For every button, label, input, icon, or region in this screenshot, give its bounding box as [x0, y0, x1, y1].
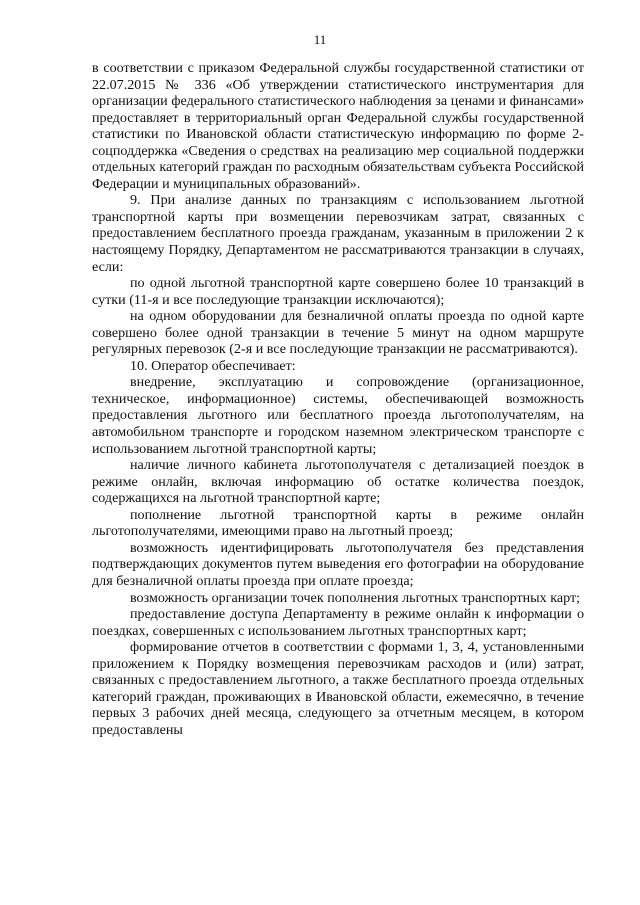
- paragraph-item-10-duty-7: формирование отчетов в соответствии с формами 1, 3, 4, установленными приложением к Порядку возмещения перевозчикам расходов и (или) затрат, связанных с предоставлением льготного, а также бесплатного проезда отдельных категорий граждан, проживающих в Ивановской области, ежемесячно, в течение первых 3 рабочих дней месяца, следующего за отчетным месяцем, в котором предоставлены: [92, 639, 584, 738]
- page-number: 11: [313, 32, 327, 47]
- paragraph-item-10: 10. Оператор обеспечивает:: [130, 357, 296, 374]
- paragraph-item-9-condition-2: на одном оборудовании для безналичной оплаты проезда по одной карте совершено более одной транзакции в течение 5 минут на одном маршруте регулярных перевозок (2-я и все последующие транзакции не рассматриваются).: [92, 308, 584, 358]
- paragraph-item-9-condition-1: по одной льготной транспортной карте совершено более 10 транзакций в сутки (11-я и все последующие транзакции исключаются);: [92, 275, 584, 308]
- paragraph-item-9: 9. При анализе данных по транзакциям с использованием льготной транспортной карты при возмещении перевозчикам затрат, связанных с предоставлением бесплатного проезда гражданам, указанным в приложении 2 к настоящему Порядку, Департаментом не рассматриваются транзакции в случаях, если:: [92, 192, 584, 275]
- paragraph-item-10-duty-1: внедрение, эксплуатацию и сопровождение (организационное, техническое, информационное) системы, обеспечивающей возможность предоставления льготного или бесплатного проезда льготополучателям, на автомобильном транспорте и городском наземном электрическом транспорте с использованием льготной транспортной карты;: [92, 374, 584, 457]
- document-body: [92, 60, 584, 738]
- paragraph-statistics-continuation: в соответствии с приказом Федеральной службы государственной статистики от 22.07.2015 № 336 «Об утверждении статистического инструментария для организации федерального статистического наблюдения за ценами и финансами» предоставляет в территориальный орган Федеральной службы государственной статистики по Ивановской области статистическую информацию по форме 2-соцподдержка «Сведения о средствах на реализацию мер социальной поддержки отдельных категорий граждан по расходным обязательствам субъекта Российской Федерации и муниципальных образований».: [92, 60, 584, 192]
- paragraph-item-10-duty-3: пополнение льготной транспортной карты в режиме онлайн льготополучателями, имеющими право на льготный проезд;: [92, 506, 584, 540]
- paragraph-item-10-duty-5: возможность организации точек пополнения льготных транспортных карт;: [130, 589, 581, 606]
- paragraph-item-10-duty-6: предоставление доступа Департаменту в режиме онлайн к информации о поездках, совершенных с использованием льготных транспортных карт;: [92, 606, 584, 639]
- paragraph-item-10-duty-4: возможность идентифицировать льготополучателя без представления подтверждающих документов путем выведения его фотографии на оборудование для безналичной оплаты проезда при оплате проезда;: [92, 539, 584, 589]
- paragraph-item-10-duty-2: наличие личного кабинета льготополучателя с детализацией поездок в режиме онлайн, включая информацию об остатке количества поездок, содержащихся на льготной транспортной карте;: [92, 457, 584, 507]
